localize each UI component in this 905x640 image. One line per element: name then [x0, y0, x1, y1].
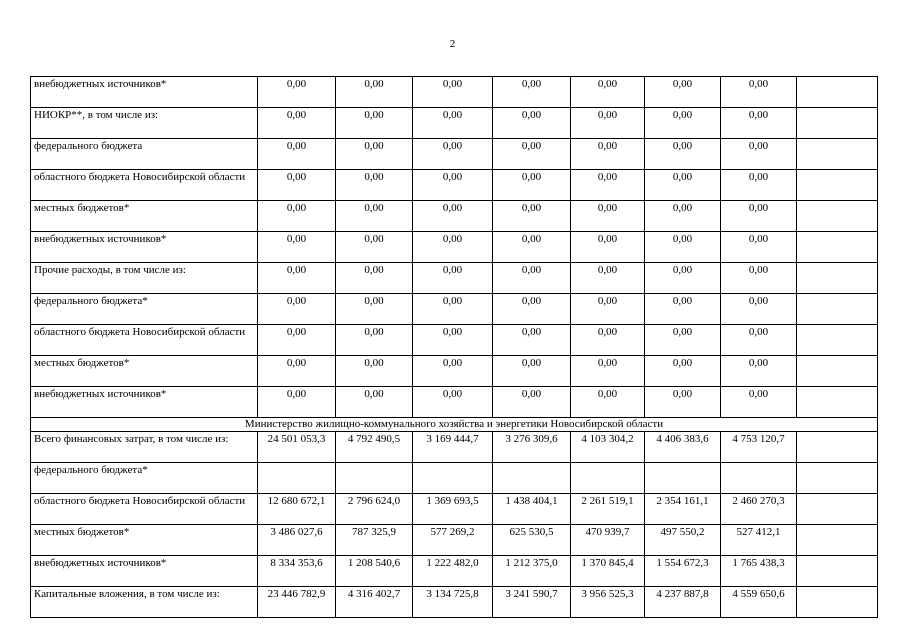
table-row — [31, 587, 878, 618]
table-row — [31, 232, 878, 263]
row-label: федерального бюджета* — [31, 463, 258, 494]
value-cell: 0,00 — [571, 201, 645, 232]
extra-cell — [797, 139, 878, 170]
value-cell: 2 796 624,0 — [336, 494, 413, 525]
row-label: местных бюджетов* — [31, 356, 258, 387]
value-cell: 0,00 — [493, 325, 571, 356]
value-cell: 1 222 482,0 — [413, 556, 493, 587]
value-cell: 0,00 — [493, 108, 571, 139]
value-cell: 4 753 120,7 — [721, 432, 797, 463]
value-cell: 3 486 027,6 — [258, 525, 336, 556]
row-label: областного бюджета Новосибирской области — [31, 325, 258, 356]
value-cell: 4 406 383,6 — [645, 432, 721, 463]
row-label: НИОКР**, в том числе из: — [31, 108, 258, 139]
value-cell: 0,00 — [413, 170, 493, 201]
table-row — [31, 263, 878, 294]
value-cell: 0,00 — [571, 139, 645, 170]
value-cell: 0,00 — [721, 325, 797, 356]
value-cell: 3 956 525,3 — [571, 587, 645, 618]
value-cell: 0,00 — [571, 325, 645, 356]
value-cell: 0,00 — [493, 170, 571, 201]
extra-cell — [797, 294, 878, 325]
value-cell: 0,00 — [413, 263, 493, 294]
table-row — [31, 325, 878, 356]
value-cell: 0,00 — [571, 356, 645, 387]
value-cell: 0,00 — [258, 232, 336, 263]
row-label: Прочие расходы, в том числе из: — [31, 263, 258, 294]
value-cell: 12 680 672,1 — [258, 494, 336, 525]
table-row — [31, 432, 878, 463]
value-cell: 1 554 672,3 — [645, 556, 721, 587]
extra-cell — [797, 432, 878, 463]
value-cell: 8 334 353,6 — [258, 556, 336, 587]
value-cell: 0,00 — [413, 232, 493, 263]
table-body-bottom — [31, 432, 878, 618]
value-cell: 1 369 693,5 — [413, 494, 493, 525]
row-label: Капитальные вложения, в том числе из: — [31, 587, 258, 618]
value-cell: 787 325,9 — [336, 525, 413, 556]
value-cell: 0,00 — [493, 201, 571, 232]
value-cell: 0,00 — [645, 294, 721, 325]
value-cell: 0,00 — [258, 356, 336, 387]
table-row — [31, 170, 878, 201]
value-cell: 470 939,7 — [571, 525, 645, 556]
value-cell: 2 460 270,3 — [721, 494, 797, 525]
extra-cell — [797, 387, 878, 418]
value-cell: 0,00 — [721, 232, 797, 263]
value-cell: 0,00 — [571, 232, 645, 263]
value-cell: 0,00 — [413, 294, 493, 325]
value-cell: 3 134 725,8 — [413, 587, 493, 618]
value-cell: 0,00 — [413, 108, 493, 139]
extra-cell — [797, 170, 878, 201]
extra-cell — [797, 263, 878, 294]
value-cell: 3 276 309,6 — [493, 432, 571, 463]
row-label: местных бюджетов* — [31, 201, 258, 232]
value-cell: 24 501 053,3 — [258, 432, 336, 463]
table-row — [31, 201, 878, 232]
table-row — [31, 77, 878, 108]
value-cell: 0,00 — [258, 263, 336, 294]
value-cell: 0,00 — [645, 77, 721, 108]
extra-cell — [797, 325, 878, 356]
row-label: внебюджетных источников* — [31, 556, 258, 587]
value-cell: 0,00 — [645, 325, 721, 356]
value-cell: 0,00 — [571, 387, 645, 418]
value-cell: 0,00 — [258, 139, 336, 170]
value-cell: 0,00 — [645, 387, 721, 418]
value-cell: 0,00 — [645, 201, 721, 232]
value-cell: 0,00 — [493, 294, 571, 325]
value-cell: 0,00 — [336, 108, 413, 139]
value-cell: 0,00 — [645, 108, 721, 139]
value-cell: 3 169 444,7 — [413, 432, 493, 463]
value-cell: 0,00 — [258, 201, 336, 232]
row-label: внебюджетных источников* — [31, 77, 258, 108]
value-cell: 0,00 — [645, 356, 721, 387]
value-cell: 0,00 — [336, 201, 413, 232]
value-cell: 0,00 — [493, 387, 571, 418]
value-cell: 0,00 — [721, 170, 797, 201]
value-cell: 1 208 540,6 — [336, 556, 413, 587]
value-cell — [571, 463, 645, 494]
value-cell: 0,00 — [258, 325, 336, 356]
table-row — [31, 556, 878, 587]
value-cell: 0,00 — [493, 77, 571, 108]
value-cell: 0,00 — [645, 263, 721, 294]
table-row — [31, 463, 878, 494]
row-label: областного бюджета Новосибирской области — [31, 170, 258, 201]
value-cell: 1 370 845,4 — [571, 556, 645, 587]
extra-cell — [797, 232, 878, 263]
value-cell: 1 438 404,1 — [493, 494, 571, 525]
value-cell: 0,00 — [571, 263, 645, 294]
value-cell: 4 103 304,2 — [571, 432, 645, 463]
value-cell: 0,00 — [721, 108, 797, 139]
value-cell: 2 354 161,1 — [645, 494, 721, 525]
value-cell: 0,00 — [721, 77, 797, 108]
value-cell: 0,00 — [721, 201, 797, 232]
value-cell: 0,00 — [336, 139, 413, 170]
value-cell: 625 530,5 — [493, 525, 571, 556]
value-cell: 0,00 — [645, 232, 721, 263]
value-cell: 0,00 — [336, 232, 413, 263]
value-cell: 0,00 — [721, 387, 797, 418]
value-cell: 4 559 650,6 — [721, 587, 797, 618]
value-cell: 0,00 — [493, 139, 571, 170]
table-row — [31, 108, 878, 139]
value-cell: 497 550,2 — [645, 525, 721, 556]
value-cell: 0,00 — [336, 263, 413, 294]
value-cell — [493, 463, 571, 494]
value-cell: 0,00 — [413, 356, 493, 387]
value-cell: 0,00 — [721, 294, 797, 325]
section-title: Министерство жилищно-коммунального хозяйства и энергетики Новосибирской области — [31, 418, 878, 432]
value-cell — [721, 463, 797, 494]
value-cell — [258, 463, 336, 494]
extra-cell — [797, 356, 878, 387]
row-label: Всего финансовых затрат, в том числе из: — [31, 432, 258, 463]
extra-cell — [797, 525, 878, 556]
extra-cell — [797, 556, 878, 587]
value-cell: 4 792 490,5 — [336, 432, 413, 463]
value-cell: 0,00 — [336, 294, 413, 325]
table-row — [31, 387, 878, 418]
value-cell: 0,00 — [493, 356, 571, 387]
row-label: областного бюджета Новосибирской области — [31, 494, 258, 525]
extra-cell — [797, 201, 878, 232]
section-row — [31, 418, 878, 432]
value-cell: 0,00 — [571, 77, 645, 108]
row-label: местных бюджетов* — [31, 525, 258, 556]
extra-cell — [797, 108, 878, 139]
value-cell: 2 261 519,1 — [571, 494, 645, 525]
table-row — [31, 356, 878, 387]
row-label: внебюджетных источников* — [31, 232, 258, 263]
value-cell: 0,00 — [258, 387, 336, 418]
value-cell: 0,00 — [645, 170, 721, 201]
value-cell: 0,00 — [336, 77, 413, 108]
value-cell: 3 241 590,7 — [493, 587, 571, 618]
extra-cell — [797, 587, 878, 618]
row-label: федерального бюджета* — [31, 294, 258, 325]
value-cell: 0,00 — [413, 139, 493, 170]
extra-cell — [797, 77, 878, 108]
row-label: федерального бюджета — [31, 139, 258, 170]
value-cell — [413, 463, 493, 494]
value-cell: 0,00 — [258, 294, 336, 325]
value-cell: 0,00 — [413, 201, 493, 232]
value-cell: 0,00 — [258, 108, 336, 139]
value-cell: 23 446 782,9 — [258, 587, 336, 618]
extra-cell — [797, 494, 878, 525]
value-cell: 577 269,2 — [413, 525, 493, 556]
value-cell: 1 765 438,3 — [721, 556, 797, 587]
value-cell: 0,00 — [493, 232, 571, 263]
table-body-top — [31, 77, 878, 418]
value-cell: 0,00 — [258, 77, 336, 108]
value-cell: 0,00 — [336, 387, 413, 418]
table-row — [31, 525, 878, 556]
value-cell: 0,00 — [571, 170, 645, 201]
value-cell: 4 316 402,7 — [336, 587, 413, 618]
row-label: внебюджетных источников* — [31, 387, 258, 418]
value-cell: 0,00 — [493, 263, 571, 294]
value-cell: 527 412,1 — [721, 525, 797, 556]
value-cell — [336, 463, 413, 494]
value-cell: 0,00 — [721, 139, 797, 170]
value-cell: 0,00 — [721, 356, 797, 387]
table-row — [31, 494, 878, 525]
value-cell — [645, 463, 721, 494]
value-cell: 0,00 — [571, 294, 645, 325]
value-cell: 0,00 — [721, 263, 797, 294]
value-cell: 4 237 887,8 — [645, 587, 721, 618]
extra-cell — [797, 463, 878, 494]
value-cell: 0,00 — [336, 325, 413, 356]
value-cell: 0,00 — [336, 170, 413, 201]
table-row — [31, 294, 878, 325]
value-cell: 0,00 — [413, 77, 493, 108]
table-row — [31, 139, 878, 170]
value-cell: 0,00 — [413, 387, 493, 418]
value-cell: 0,00 — [258, 170, 336, 201]
value-cell: 0,00 — [336, 356, 413, 387]
value-cell: 0,00 — [645, 139, 721, 170]
page-number: 2 — [449, 38, 456, 50]
budget-table — [30, 76, 878, 618]
value-cell: 1 212 375,0 — [493, 556, 571, 587]
value-cell: 0,00 — [413, 325, 493, 356]
value-cell: 0,00 — [571, 108, 645, 139]
